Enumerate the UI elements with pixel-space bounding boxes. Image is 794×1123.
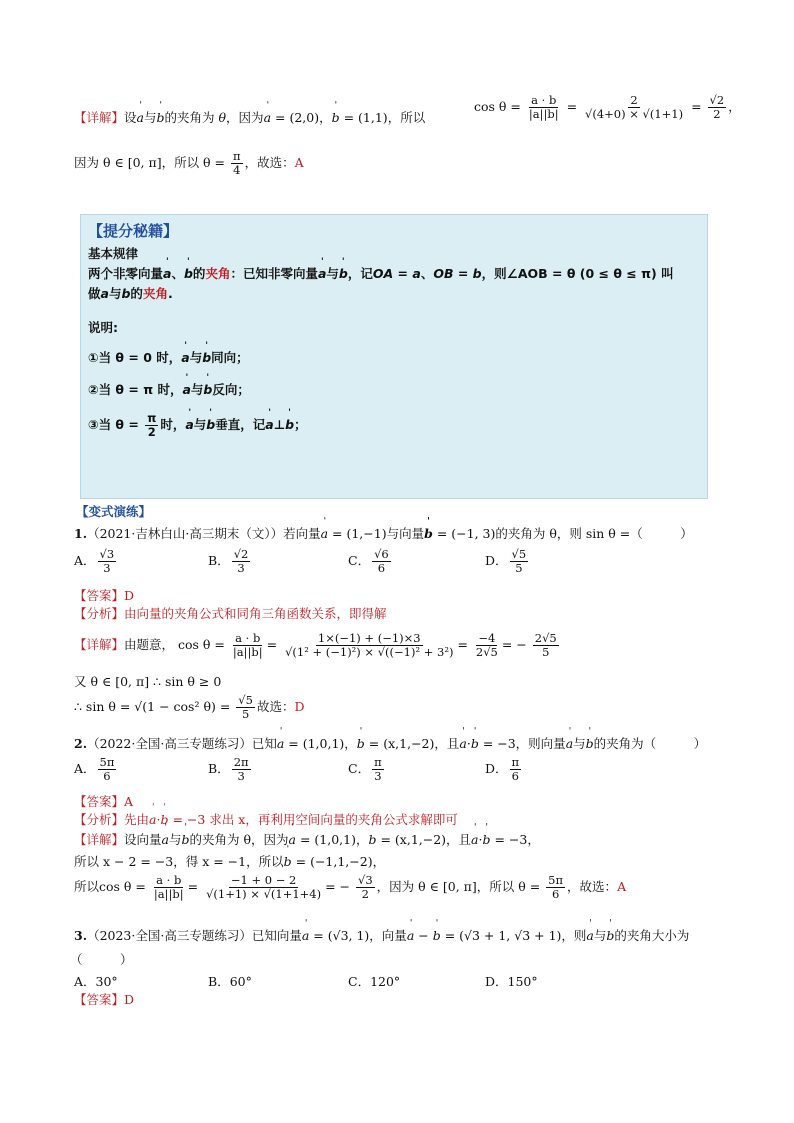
q3-option-b[interactable]: B．60° xyxy=(208,974,252,989)
q1-option-a[interactable]: A． $\frac{√3}{3}$ xyxy=(74,547,115,576)
q1-detail-3: ∴ sin θ = √(1 − cos² θ) = $\frac{√5}{5}$ 故选：D xyxy=(74,693,305,722)
q3-stem: 3.（2023·全国·高三专题练习）已知向量' a = (√3, 1)，向量' a − ' b = (√3 + 1, √3 + 1)，则' a与' b的夹角大小为 xyxy=(74,926,689,944)
detail-formula-1: cos θ = $\frac{a \cdot b}{|a||b|}$ = $\frac{2}{√(4+0) \times √(1+1)}$ = $\frac{√2}{2}$ ， xyxy=(474,93,741,122)
rule-line-2: 做' a与' b的夹角. xyxy=(88,284,173,302)
q2-answer: 【答案】A xyxy=(74,794,134,809)
tips-title: 【提分秘籍】 xyxy=(88,222,179,240)
note-1: ①当 θ = 0 时，' a与' b同向； xyxy=(88,348,249,366)
q3-option-a[interactable]: A．30° xyxy=(74,974,118,989)
q2-option-b[interactable]: B． $\frac{2\pi}{3}$ xyxy=(208,755,249,784)
fraction: $\frac{√2}{2}$ xyxy=(709,93,725,122)
q2-detail-2: 所以 x − 2 = −3，得 x = −1，所以' b = (−1,1,−2)， xyxy=(74,852,385,870)
q1-detail: 【详解】由题意， cos θ = $\frac{a \cdot b}{|a||b|}$ = $\frac{1\times(-1) + (-1)\times 3}{\text{√(1² + (−1)²) × √((−1)² + 3²)}}$ = $\frac{-4}{2√5}$ = − $\frac{2√5}{5}$ xyxy=(74,631,557,660)
fraction: $\frac{a \cdot b}{|a||b|}$ xyxy=(528,93,559,122)
q1-detail-2: 又 θ ∈ [0, π] ∴ sin θ ≥ 0 xyxy=(74,674,222,689)
q3-option-c[interactable]: C．120° xyxy=(348,974,401,989)
q1-answer: 【答案】D xyxy=(74,588,135,603)
answer-letter: A xyxy=(294,155,304,171)
q1-stem: 1.（2021·吉林白山·高三期末（文））若向量' a = (1,−1)与向量' b = (−1, 3)的夹角为 θ，则 sin θ =（ ） xyxy=(74,524,693,542)
q2-stem: 2.（2022·全国·高三专题练习）已知' a = (1,0,1)，' b = (x,1,−2)，且' a·' b = −3，则向量' a与' b的夹角为（ ） xyxy=(74,734,706,752)
detail-label: 【详解】 xyxy=(74,110,125,125)
q3-blank: （ ） xyxy=(70,952,133,967)
q2-option-d[interactable]: D． $\frac{\pi}{6}$ xyxy=(485,755,520,784)
q1-option-b[interactable]: B． $\frac{√2}{3}$ xyxy=(208,547,249,576)
q2-detail: 【详解】设向量' a与' b的夹角为 θ，因为' a = (1,0,1)，' b = (x,1,−2)，且' a·' b = −3， xyxy=(74,830,540,848)
detail-line-2: 因为 θ ∈ [0, π]，所以 θ = $\frac{\pi}{4}$ ，故选：A xyxy=(74,149,304,178)
fraction: $\frac{2}{√(4+0) \times √(1+1)}$ xyxy=(585,93,684,122)
note-2: ②当 θ = π 时，' a与' b反向； xyxy=(88,380,250,398)
q1-analysis: 【分析】由向量的夹角公式和同角三角函数关系，即得解 xyxy=(74,606,387,621)
q2-option-a[interactable]: A． $\frac{5\pi}{6}$ xyxy=(74,755,115,784)
note-title: 说明: xyxy=(88,320,118,335)
q1-option-c[interactable]: C． $\frac{√6}{6}$ xyxy=(348,547,389,576)
detail-line-1: 【详解】设' a与' b的夹角为 θ，因为' a = (2,0)，' b = (1,1)，所以 xyxy=(74,108,425,126)
practice-title: 【变式演练】 xyxy=(76,504,152,519)
q2-option-c[interactable]: C． $\frac{\pi}{3}$ xyxy=(348,755,382,784)
note-3: ③当 θ = $\frac{\pi}{2}$ 时，' a与' b垂直，记' a⊥' b； xyxy=(88,412,307,439)
fraction: $\frac{\pi}{4}$ xyxy=(233,149,241,178)
q1-option-d[interactable]: D． $\frac{√5}{5}$ xyxy=(485,547,527,576)
q3-option-d[interactable]: D．150° xyxy=(485,974,538,989)
q2-detail-3: 所以cos θ = $\frac{a \cdot b}{|a||b|}$ = $\frac{-1 + 0 - 2}{√(1+1) \times √(1+1+4)}$ = − $\frac{√3}{2}$ ，因为 θ ∈ [0, π]，所以 θ = $\frac{5\pi}{6}$ ，故选：A xyxy=(74,873,627,902)
rule-line-1: 两个非零向量' a、' b的夹角：已知非零向量' a与' b，记OA = a、OB = b，则∠AOB = θ (0 ≤ θ ≤ π) 叫 xyxy=(88,264,674,282)
q2-analysis: 【分析】先由' a·' b = −3 求出 x，再利用空间向量的夹角公式求解即可 xyxy=(74,810,458,828)
rule-title: 基本规律 xyxy=(88,246,139,261)
q3-answer: 【答案】D xyxy=(74,992,135,1007)
